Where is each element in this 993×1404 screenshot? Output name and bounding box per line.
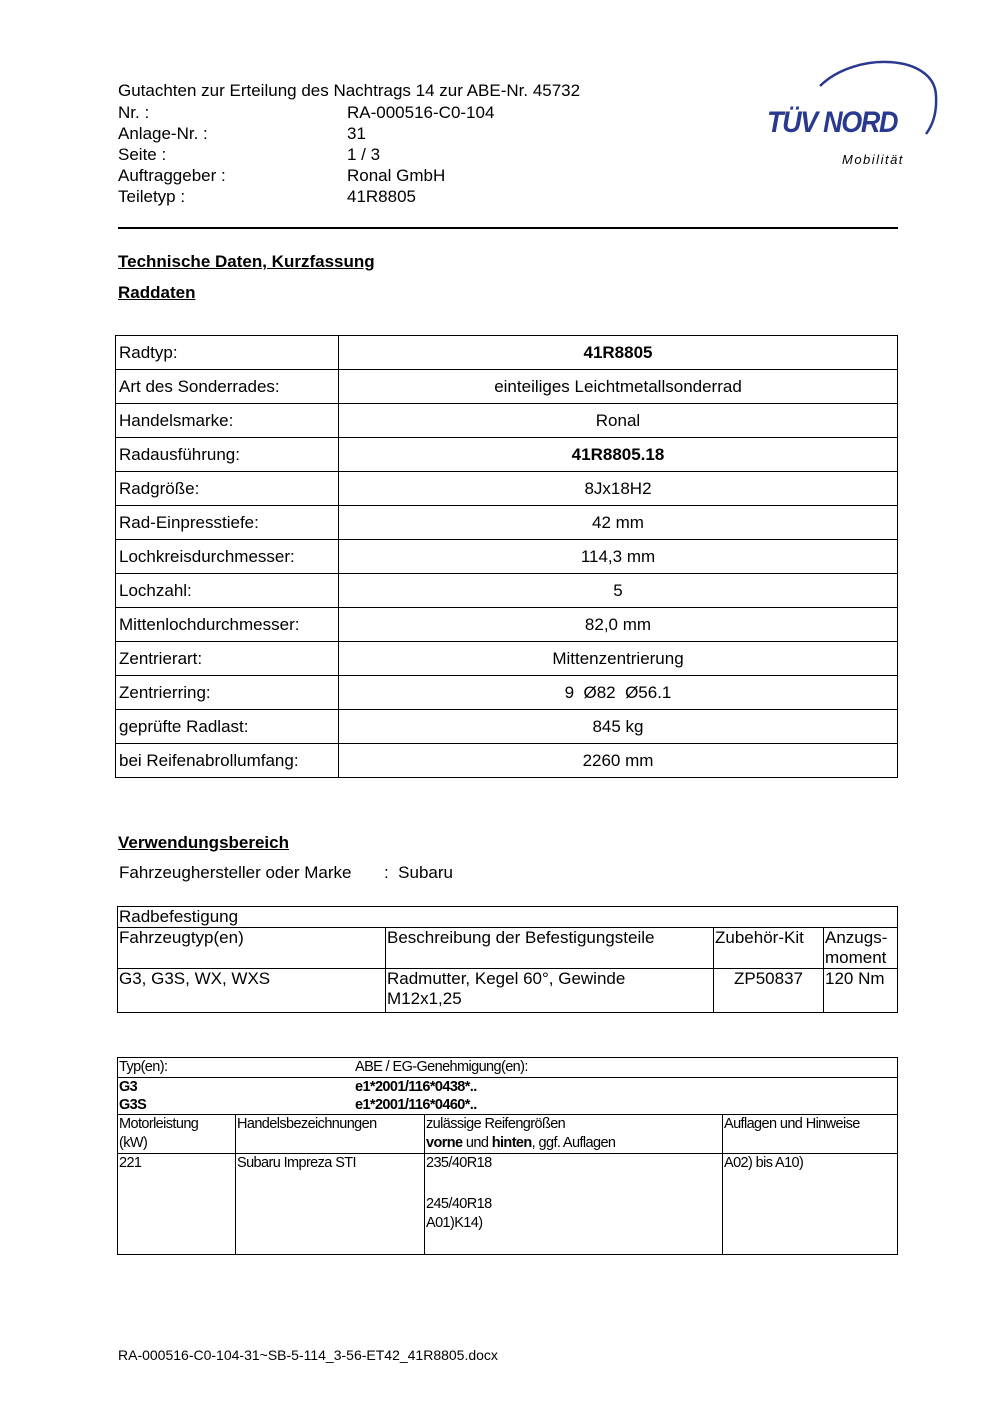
header-row-teiletyp: [118, 186, 494, 207]
table-row: [118, 1058, 898, 1078]
motor-cell: 221: [118, 1154, 236, 1255]
row-label: Zentrierring:: [116, 676, 339, 710]
document-title: Gutachten zur Erteilung des Nachtrags 14 zur ABE-Nr. 45732: [118, 81, 581, 100]
header-row-nr: [118, 102, 494, 123]
verwendung-title: Verwendungsbereich: [118, 833, 289, 852]
section-subtitle: Raddaten: [118, 283, 196, 302]
reifen-cell: [425, 1154, 723, 1255]
abe-value: e1*2001/116*0460*..: [355, 1097, 477, 1113]
row-value: 82,0 mm: [339, 608, 898, 642]
header-value: RA-000516-C0-104: [347, 103, 495, 122]
table-row: [116, 438, 898, 472]
table-row: [116, 574, 898, 608]
hersteller-label: Fahrzeughersteller oder Marke: [119, 863, 352, 882]
header-value: 41R8805: [347, 187, 417, 206]
typ-header-cell: [118, 1058, 898, 1078]
abe-value: e1*2001/116*0438*..: [355, 1079, 477, 1095]
table-row: [116, 336, 898, 370]
header-row-anlage: [118, 123, 494, 144]
abe-header: ABE / EG-Genehmigung(en):: [355, 1059, 528, 1075]
zubehoer-cell: ZP50837: [714, 969, 824, 1013]
footer-filename: RA-000516-C0-104-31~SB-5-114_3-56-ET42_41R8805.docx: [118, 1347, 498, 1363]
typ-value: G3: [119, 1079, 138, 1095]
hersteller-line: [119, 863, 453, 883]
row-label: Zentrierart:: [116, 642, 339, 676]
column-header: Beschreibung der Befestigungsteile: [386, 928, 714, 969]
anzugsmoment-cell: 120 Nm: [824, 969, 898, 1013]
header-line: Anzugs-: [825, 928, 888, 947]
header-text: und: [462, 1135, 492, 1151]
table-row: [116, 404, 898, 438]
header-label: Teiletyp :: [118, 187, 186, 206]
row-label: Lochzahl:: [116, 574, 339, 608]
row-value: Mittenzentrierung: [339, 642, 898, 676]
column-header: [425, 1115, 723, 1154]
header-row-auftraggeber: [118, 165, 494, 186]
table-row: [118, 928, 898, 969]
header-bold: hinten: [491, 1135, 532, 1151]
row-label: Handelsmarke:: [116, 404, 339, 438]
row-value: Ronal: [339, 404, 898, 438]
hersteller-value: : Subaru: [384, 863, 453, 882]
header-row-seite: [118, 144, 494, 165]
section-title: Technische Daten, Kurzfassung: [118, 252, 375, 271]
row-label: Lochkreisdurchmesser:: [116, 540, 339, 574]
tuv-nord-logo: [760, 56, 950, 176]
desc-line: Radmutter, Kegel 60°, Gewinde: [387, 969, 626, 988]
header-value: Ronal GmbH: [347, 166, 446, 185]
header-label: Seite :: [118, 145, 167, 164]
table-row: [118, 969, 898, 1013]
row-value: 8Jx18H2: [339, 472, 898, 506]
table-row: [116, 642, 898, 676]
table-row: [116, 506, 898, 540]
row-label: Art des Sonderrades:: [116, 370, 339, 404]
row-value: 5: [339, 574, 898, 608]
row-label: Mittenlochdurchmesser:: [116, 608, 339, 642]
auflagen-cell: A02) bis A10): [723, 1154, 898, 1255]
logo-brand: TÜV NORD: [767, 106, 898, 139]
table-row: [116, 540, 898, 574]
column-header: [118, 1115, 236, 1154]
header-label: Auftraggeber :: [118, 166, 226, 185]
reifen-line: A01)K14): [426, 1215, 483, 1231]
row-value: 114,3 mm: [339, 540, 898, 574]
header-divider: [118, 227, 898, 229]
table-row: [116, 676, 898, 710]
table-row: [118, 907, 898, 928]
desc-line: M12x1,25: [387, 989, 462, 1008]
header-bold: vorne: [426, 1135, 463, 1151]
row-label: geprüfte Radlast:: [116, 710, 339, 744]
handel-cell: Subaru Impreza STI: [236, 1154, 425, 1255]
logo-subtitle: Mobilität: [842, 152, 904, 167]
header-label: Anlage-Nr. :: [118, 124, 208, 143]
table-row: [116, 710, 898, 744]
column-header: Zubehör-Kit: [714, 928, 824, 969]
header-line: Motorleistung: [119, 1116, 199, 1132]
table-row: [116, 472, 898, 506]
row-value: 42 mm: [339, 506, 898, 540]
radbefestigung-title: Radbefestigung: [118, 907, 898, 928]
row-label: Radgröße:: [116, 472, 339, 506]
header-value: 1 / 3: [347, 145, 381, 164]
typ-value: G3S: [119, 1097, 147, 1113]
row-value: 9 Ø82 Ø56.1: [339, 676, 898, 710]
typ-values-cell: [118, 1078, 898, 1115]
table-row: [118, 1154, 898, 1255]
row-value: einteiliges Leichtmetallsonderrad: [339, 370, 898, 404]
fahrzeugtyp-cell: G3, G3S, WX, WXS: [118, 969, 386, 1013]
reifen-line: 235/40R18: [426, 1155, 492, 1171]
table-row: [118, 1078, 898, 1115]
column-header: Fahrzeugtyp(en): [118, 928, 386, 969]
row-value: 41R8805.18: [339, 438, 898, 472]
header-line: zulässige Reifengrößen: [426, 1116, 566, 1132]
row-label: Rad-Einpresstiefe:: [116, 506, 339, 540]
row-value: 41R8805: [339, 336, 898, 370]
table-row: [116, 608, 898, 642]
header-text: , ggf. Auflagen: [531, 1135, 616, 1151]
table-row: [116, 370, 898, 404]
column-header-moment: [824, 928, 898, 969]
header-value: 31: [347, 124, 366, 143]
table-row: [116, 744, 898, 778]
column-header: Auflagen und Hinweise: [723, 1115, 898, 1154]
row-value: 2260 mm: [339, 744, 898, 778]
table-row: [118, 1115, 898, 1154]
beschreibung-cell: [386, 969, 714, 1013]
radbefestigung-table: [117, 906, 898, 1013]
row-label: Radausführung:: [116, 438, 339, 472]
typen-table: [117, 1057, 898, 1255]
row-label: bei Reifenabrollumfang:: [116, 744, 339, 778]
reifen-line: 245/40R18: [426, 1196, 492, 1212]
header-label: Nr. :: [118, 103, 150, 122]
header-info: [118, 102, 494, 207]
header-line: moment: [825, 948, 887, 967]
typ-header: Typ(en):: [119, 1059, 168, 1075]
header-line: (kW): [119, 1135, 148, 1151]
raddaten-table: [115, 335, 898, 778]
row-value: 845 kg: [339, 710, 898, 744]
column-header: Handelsbezeichnungen: [236, 1115, 425, 1154]
row-label: Radtyp:: [116, 336, 339, 370]
